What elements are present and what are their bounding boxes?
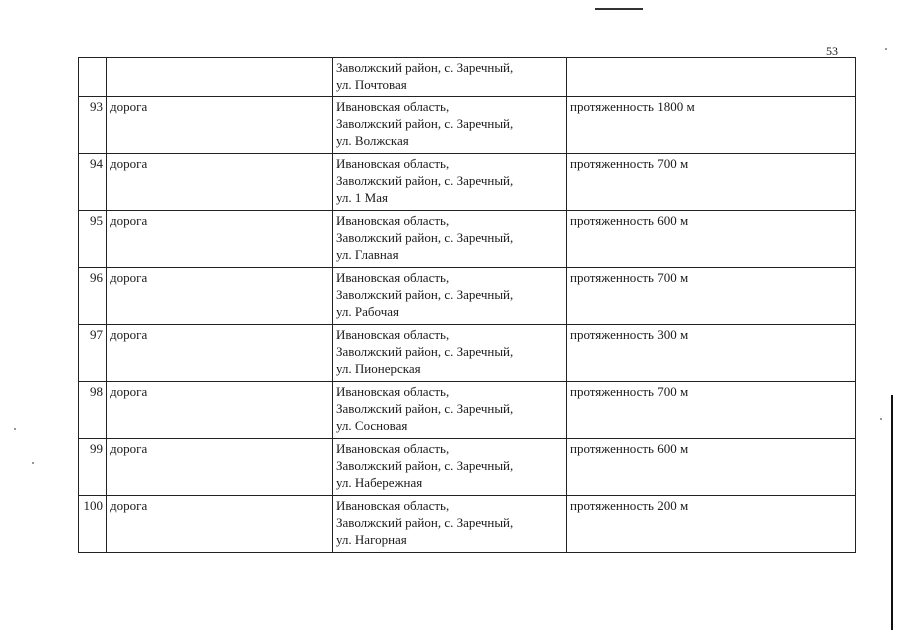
row-number: 95 — [79, 211, 107, 268]
scan-speck — [880, 418, 882, 420]
object-type: дорога — [107, 154, 333, 211]
address-line: Заволжский район, с. Заречный, — [336, 458, 514, 473]
address-line: Заволжский район, с. Заречный, — [336, 230, 514, 245]
table-row — [79, 439, 856, 496]
row-number: 99 — [79, 439, 107, 496]
row-number: 96 — [79, 268, 107, 325]
object-description: протяженность 700 м — [567, 268, 856, 325]
object-type: дорога — [107, 268, 333, 325]
row-number: 94 — [79, 154, 107, 211]
object-type: дорога — [107, 97, 333, 154]
object-description: протяженность 300 м — [567, 325, 856, 382]
address-line: Ивановская область, — [336, 270, 450, 285]
address-line: ул. Рабочая — [336, 304, 399, 319]
table-row-continuation — [79, 58, 856, 97]
row-number: 98 — [79, 382, 107, 439]
address-line: Ивановская область, — [336, 384, 450, 399]
table-row — [79, 325, 856, 382]
object-type: дорога — [107, 496, 333, 553]
address-line: ул. 1 Мая — [336, 190, 388, 205]
table-row — [79, 268, 856, 325]
address-line: ул. Набережная — [336, 475, 423, 490]
object-address — [333, 154, 567, 211]
table-row — [79, 496, 856, 553]
object-description: протяженность 200 м — [567, 496, 856, 553]
address-line: Заволжский район, с. Заречный, — [336, 515, 514, 530]
scan-speck — [32, 462, 34, 464]
object-type: дорога — [107, 211, 333, 268]
object-description: протяженность 600 м — [567, 211, 856, 268]
address-line: Ивановская область, — [336, 156, 450, 171]
row-number — [79, 58, 107, 97]
address-line: Заволжский район, с. Заречный, — [336, 60, 514, 75]
table-row — [79, 97, 856, 154]
address-line: Заволжский район, с. Заречный, — [336, 116, 514, 131]
address-line: Ивановская область, — [336, 213, 450, 228]
address-line: Ивановская область, — [336, 498, 450, 513]
address-line: ул. Почтовая — [336, 77, 407, 92]
registry-table — [78, 57, 856, 553]
object-type: дорога — [107, 439, 333, 496]
object-address — [333, 58, 567, 97]
row-number: 93 — [79, 97, 107, 154]
address-line: ул. Сосновая — [336, 418, 408, 433]
object-address — [333, 439, 567, 496]
scan-speck — [885, 48, 887, 50]
address-line: Ивановская область, — [336, 327, 450, 342]
address-line: Ивановская область, — [336, 99, 450, 114]
page-number: 53 — [826, 44, 838, 58]
address-line: ул. Главная — [336, 247, 399, 262]
object-address — [333, 97, 567, 154]
address-line: Заволжский район, с. Заречный, — [336, 287, 514, 302]
object-type — [107, 58, 333, 97]
address-line: Заволжский район, с. Заречный, — [336, 401, 514, 416]
scan-speck — [14, 428, 16, 430]
object-description: протяженность 1800 м — [567, 97, 856, 154]
scan-edge-bar — [891, 395, 893, 630]
address-line: ул. Пионерская — [336, 361, 421, 376]
object-address — [333, 211, 567, 268]
object-type: дорога — [107, 382, 333, 439]
object-description — [567, 58, 856, 97]
object-type: дорога — [107, 325, 333, 382]
address-line: Заволжский район, с. Заречный, — [336, 344, 514, 359]
table-row — [79, 211, 856, 268]
address-line: Заволжский район, с. Заречный, — [336, 173, 514, 188]
object-address — [333, 325, 567, 382]
object-address — [333, 382, 567, 439]
row-number: 97 — [79, 325, 107, 382]
row-number: 100 — [79, 496, 107, 553]
top-rule — [595, 8, 643, 10]
object-address — [333, 496, 567, 553]
table-row — [79, 154, 856, 211]
object-description: протяженность 700 м — [567, 382, 856, 439]
object-description: протяженность 700 м — [567, 154, 856, 211]
address-line: ул. Нагорная — [336, 532, 407, 547]
object-address — [333, 268, 567, 325]
address-line: Ивановская область, — [336, 441, 450, 456]
table-row — [79, 382, 856, 439]
object-description: протяженность 600 м — [567, 439, 856, 496]
address-line: ул. Волжская — [336, 133, 409, 148]
